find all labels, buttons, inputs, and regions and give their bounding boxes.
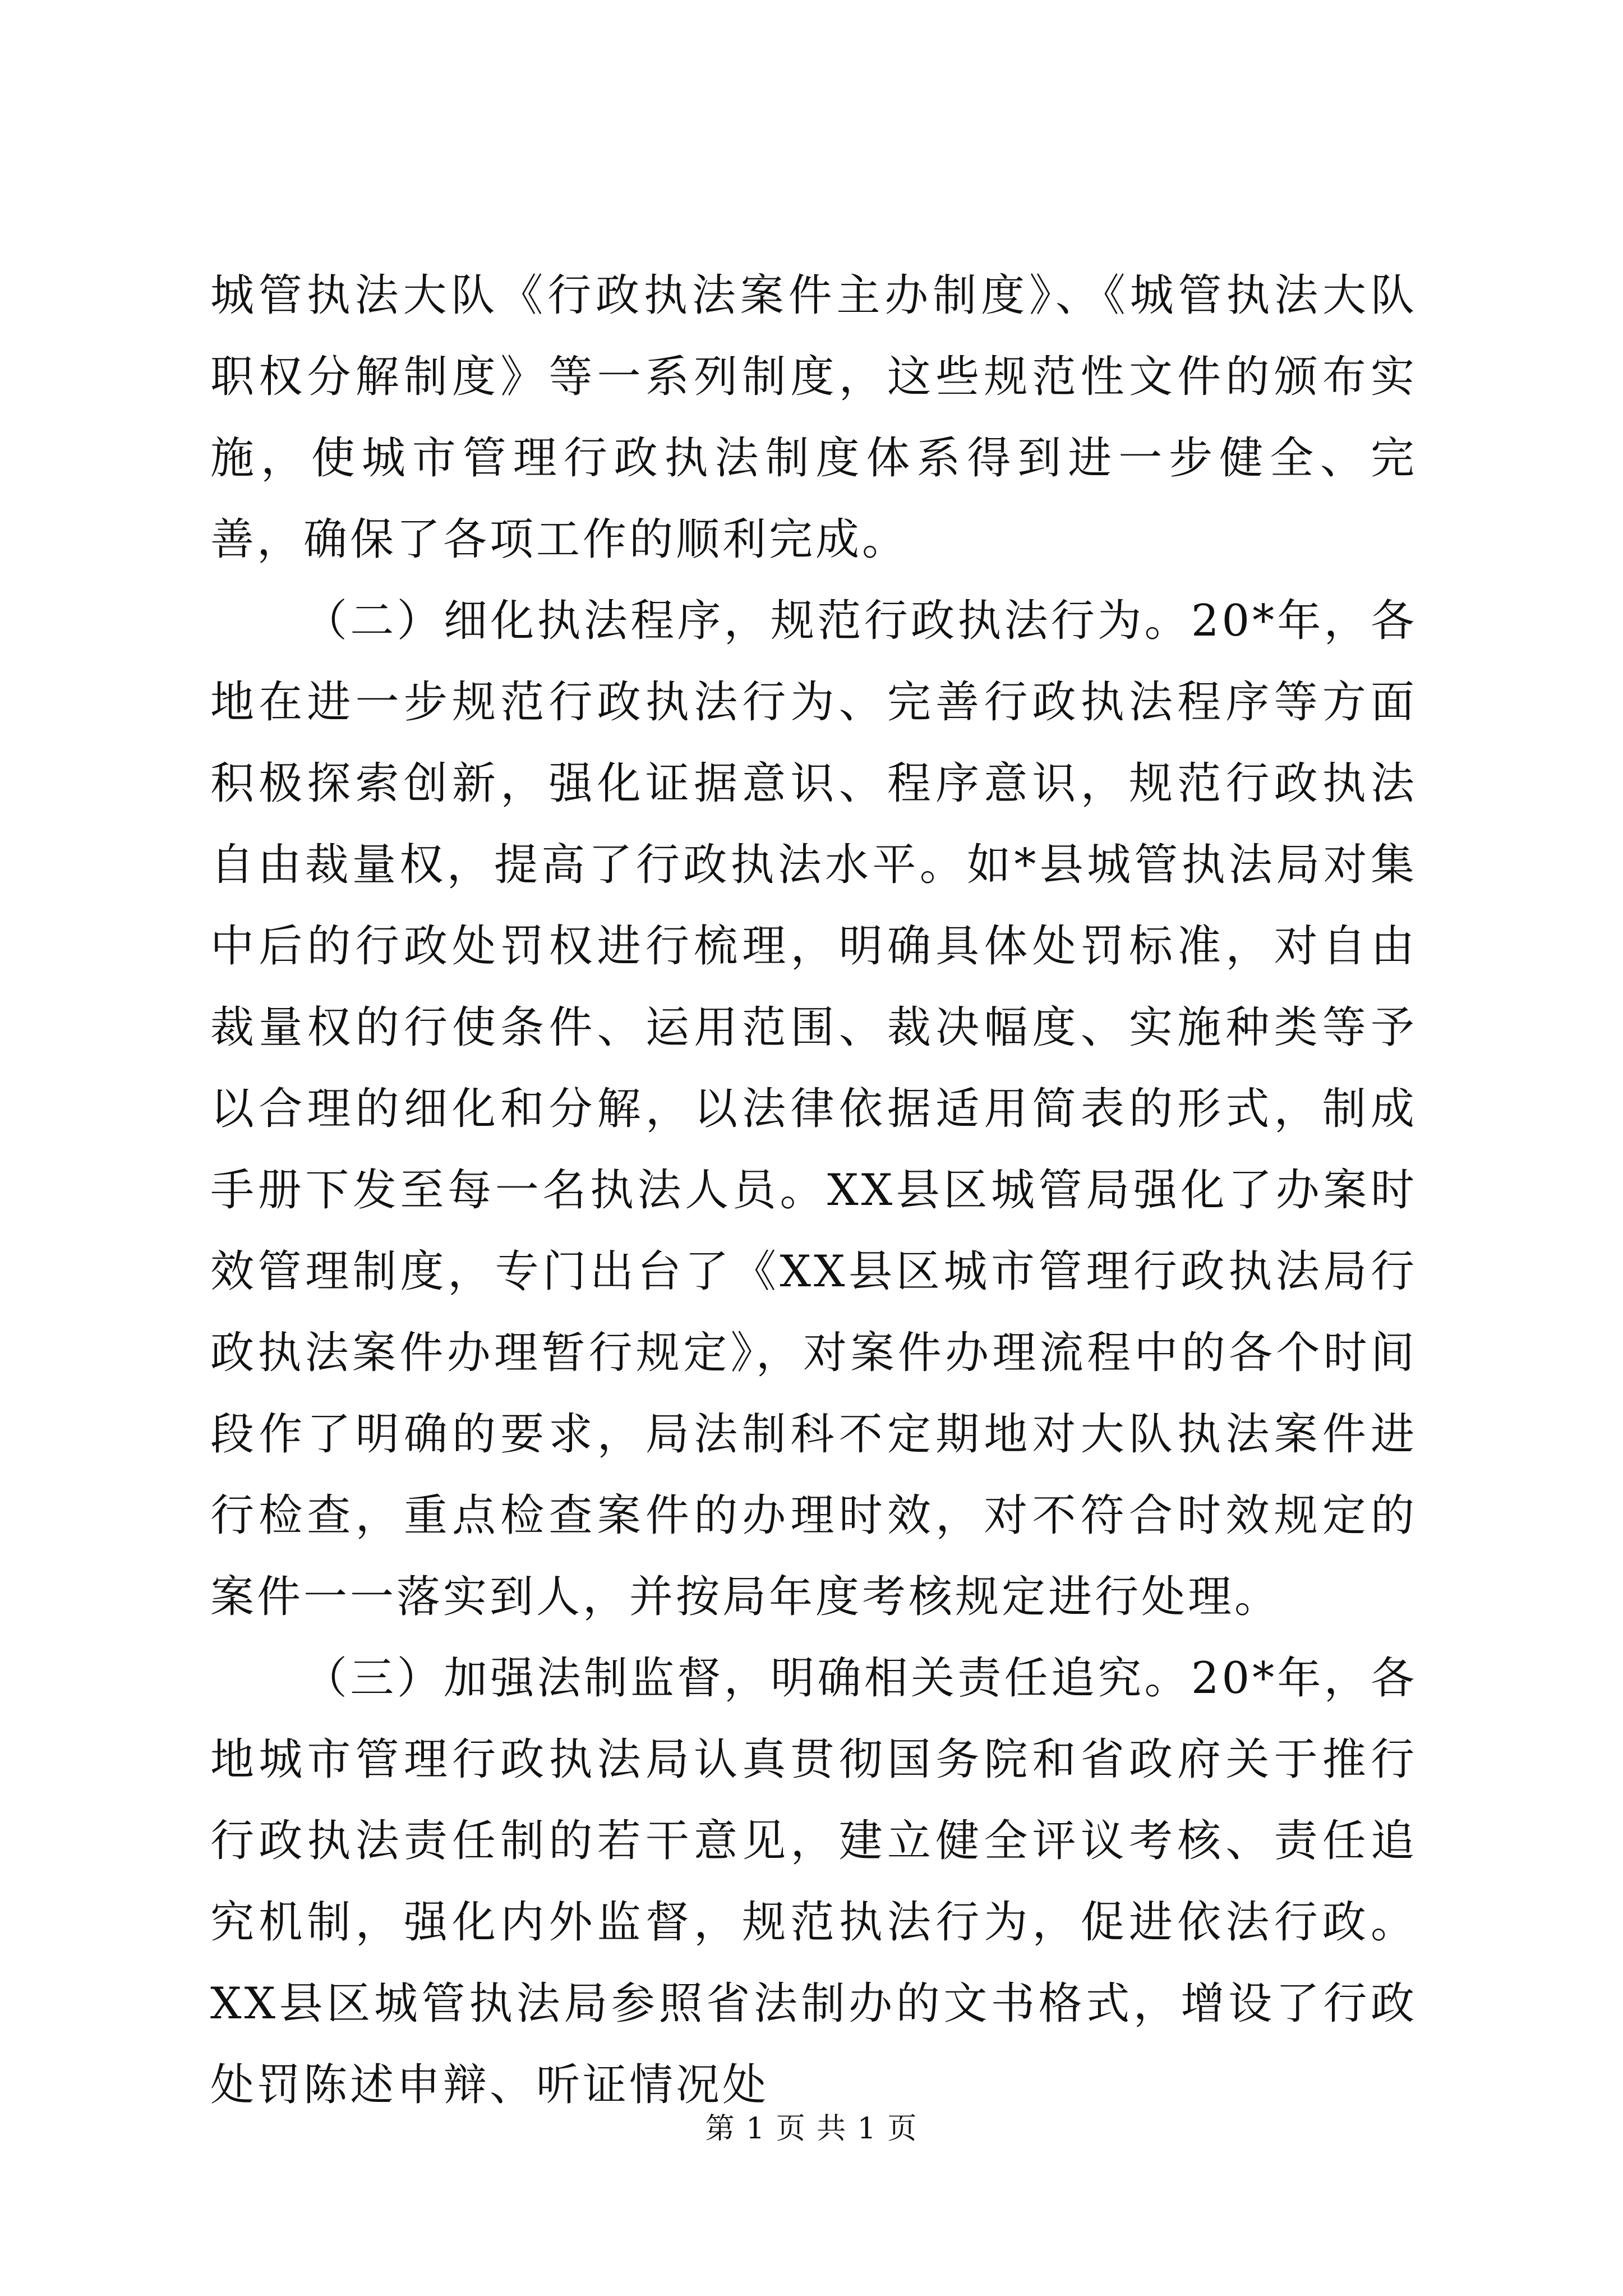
paragraph-section-3: （三）加强法制监督，明确相关责任追究。20*年，各地城市管理行政执法局认真贯彻国务院和省政府关于推行行政执法责任制的若干意见，建立健全评议考核、责任追究机制，强化内外监督，规范执法行为，促进依法行政。XX县区城管执法局参照省法制办的文书格式，增设了行政处罚陈述申辩、听证情况处: [210, 1653, 1417, 2110]
paragraph-continuation: 城管执法大队《行政执法案件主办制度》、《城管执法大队职权分解制度》等一系列制度，这些规范性文件的颁布实施，使城市管理行政执法制度体系得到进一步健全、完善，确保了各项工作的顺利完成。: [210, 270, 1417, 565]
document-body: [210, 255, 1417, 2126]
paragraph-section-2: （二）细化执法程序，规范行政执法行为。20*年，各地在进一步规范行政执法行为、完善行政执法程序等方面积极探索创新，强化证据意识、程序意识，规范行政执法自由裁量权，提高了行政执法水平。如*县城管执法局对集中后的行政处罚权进行梳理，明确具体处罚标准，对自由裁量权的行使条件、运用范围、裁决幅度、实施种类等予以合理的细化和分解，以法律依据适用简表的形式，制成手册下发至每一名执法人员。XX县区城管局强化了办案时效管理制度，专门出台了《XX县区城市管理行政执法局行政执法案件办理暂行规定》，对案件办理流程中的各个时间段作了明确的要求，局法制科不定期地对大队执法案件进行检查，重点检查案件的办理时效，对不符合时效规定的案件一一落实到人，并按局年度考核规定进行处理。: [210, 596, 1417, 1622]
page-footer: 第 1 页 共 1 页: [705, 2112, 918, 2146]
